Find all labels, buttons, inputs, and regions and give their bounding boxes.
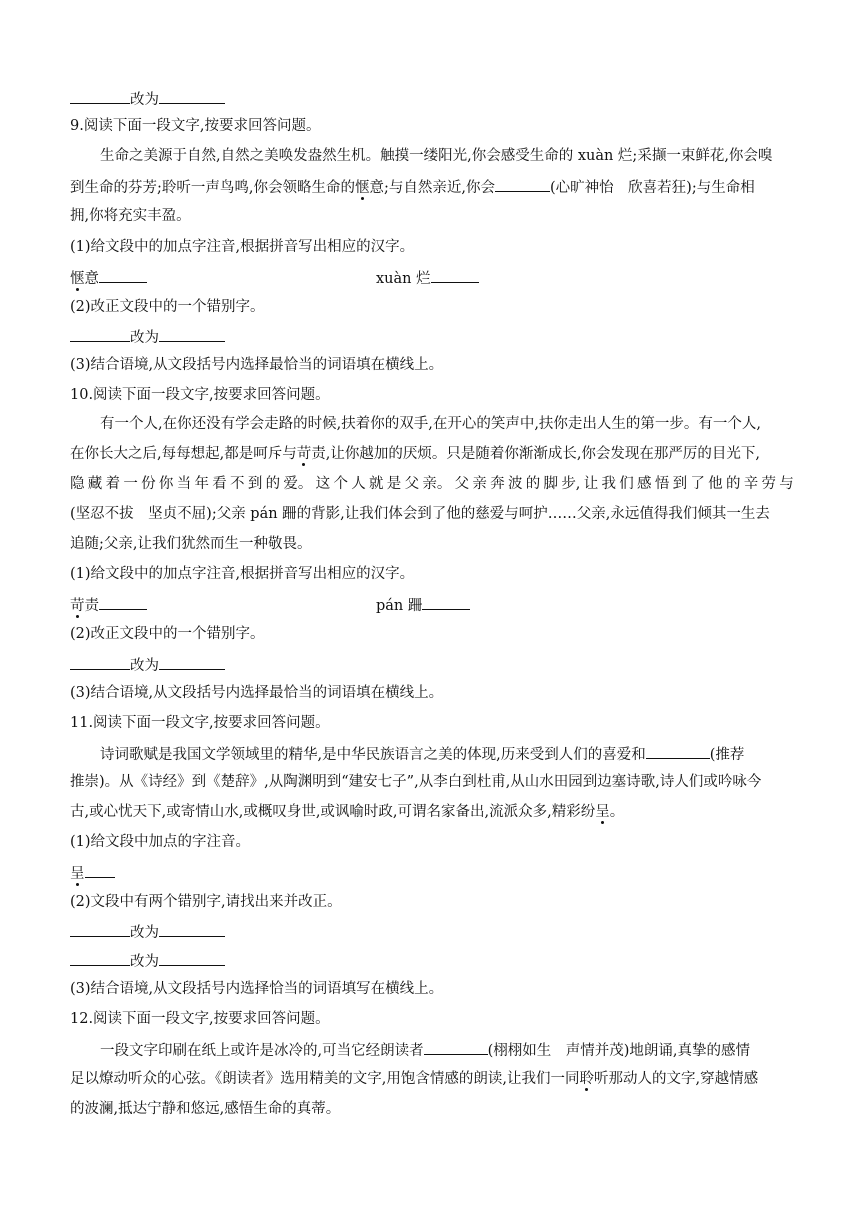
q11-fill-blank[interactable] (646, 743, 710, 759)
q10-line-3-char: 的 (265, 476, 281, 492)
dotted-char: 惬 (355, 180, 370, 196)
q9-sub1-prompt: (1)给文段中的加点字注音,根据拼音写出相应的汉字。 (70, 239, 415, 255)
q10-line-3-char: 们 (619, 476, 634, 492)
q11-sub1-prompt: (1)给文段中加点的字注音。 (70, 834, 251, 850)
q10-line-3-char: 他 (708, 476, 723, 492)
q10-line-3-char: 亲。 (422, 476, 452, 492)
q10-line-3-char: 辛 (743, 476, 759, 492)
answer-blank[interactable] (431, 267, 479, 283)
q9-passage-line-2: 到生命的芬芳;聆听一声鸟鸣,你会领略生命的惬意;与自然亲近,你会 (心旷神怡 欣喜若狂);与生命相 (70, 176, 794, 196)
q10-line-3-char: 了 (690, 476, 705, 492)
q10-line-3-char: 感 (637, 476, 652, 492)
q10-sub1-answers: 苛责 pán 跚 (70, 594, 794, 614)
answer-blank[interactable] (70, 950, 130, 966)
q10-line-3-char: 爱。 (283, 476, 313, 492)
dotted-char: 惬 (70, 271, 85, 287)
q10-line-3-char: 我 (601, 476, 616, 492)
q12-passage-line-1: 一段文字印刷在纸上或许是冰冷的,可当它经朗读者 (栩栩如生 声情并茂)地朗诵,真挚的感情 (100, 1039, 794, 1059)
q11-sub2-answer-1: 改为 (70, 921, 794, 941)
q10-line-3-char: 着 (105, 476, 121, 492)
q10-line-3-char: 不 (230, 476, 245, 492)
answer-blank[interactable] (70, 921, 130, 937)
q10-line-3-char: 父 (404, 476, 420, 492)
q10-passage-line-5: 追随;父亲,让我们犹然而生一种敬畏。 (70, 536, 312, 552)
q10-line-3-char: 父 (454, 476, 470, 492)
q11-sub2-prompt: (2)文段中有两个错别字,请找出来并改正。 (70, 894, 342, 910)
q10-line-3-char: 亲 (472, 476, 487, 492)
q9-title: 9.阅读下面一段文字,按要求回答问题。 (70, 118, 321, 134)
q11-sub1-answer (70, 862, 794, 882)
dotted-char: 苛 (296, 446, 312, 462)
answer-blank[interactable] (70, 88, 130, 104)
q10-line-3-char: 你 (158, 476, 174, 492)
q10-line-3-char: 份 (141, 476, 156, 492)
q11-passage-line-1: 诗词歌赋是我国文学领域里的精华,是中华民族语言之美的体现,历来受到人们的喜爱和 (推荐 (100, 743, 794, 763)
answer-blank[interactable] (159, 921, 225, 937)
q12-fill-blank[interactable] (424, 1039, 488, 1055)
answer-blank[interactable] (159, 654, 225, 670)
q10-line-3-char: 藏 (87, 476, 103, 492)
q9-sub2-prompt: (2)改正文段中的一个错别字。 (70, 299, 265, 315)
q10-line-3-char: 的 (725, 476, 741, 492)
answer-blank[interactable] (85, 862, 115, 878)
answer-blank[interactable] (159, 950, 225, 966)
top-correction-line: 改为 (70, 88, 794, 108)
q10-line-3-char: 这 (315, 476, 331, 492)
q10-line-3-char: 就 (369, 476, 384, 492)
q10-line-3-char: 个 (333, 476, 348, 492)
q10-sub2-answer: 改为 (70, 654, 794, 674)
answer-blank[interactable] (70, 326, 130, 342)
q11-sub2-answer-2: 改为 (70, 950, 794, 970)
q11-sub3-prompt: (3)结合语境,从文段括号内选择恰当的词语填写在横线上。 (70, 981, 444, 997)
dotted-char: 呈 (595, 804, 610, 820)
dotted-char: 苛 (70, 598, 85, 614)
q10-line-3-char: 隐 (70, 476, 85, 492)
q10-line-3-char: 让 (583, 476, 599, 492)
q10-line-3-char: 波 (507, 476, 523, 492)
q10-passage-line-2: 在你长大之后,每每想起,都是呵斥与苛责,让你越加的厌烦。只是随着你渐渐成长,你会发现在那严厉的目光下, (70, 446, 761, 462)
q12-title: 12.阅读下面一段文字,按要求回答问题。 (70, 1011, 330, 1027)
q10-line-3-char: 人 (351, 476, 366, 492)
q10-sub2-prompt: (2)改正文段中的一个错别字。 (70, 626, 265, 642)
q10-line-3-char: 一 (123, 476, 138, 492)
answer-blank[interactable] (422, 594, 470, 610)
answer-blank[interactable] (70, 654, 130, 670)
answer-blank[interactable] (99, 594, 147, 610)
q11-passage-line-3: 古,或心忧天下,或寄情山水,或概叹身世,或讽喻时政,可谓名家备出,流派众多,精彩纷呈。 (70, 804, 625, 820)
answer-blank[interactable] (99, 267, 147, 283)
q10-passage-line-1: 有一个人,在你还没有学会走路的时候,扶着你的双手,在开心的笑声中,扶你走出人生的第一步。有一个人, (100, 416, 762, 432)
q10-line-3-char: 到 (247, 476, 263, 492)
q10-passage-line-4: (坚忍不拔 坚贞不屈);父亲 pán 跚的背影,让我们体会到了他的慈爱与呵护……父亲,永远值得我们倾其一生去 (70, 506, 770, 522)
q11-passage-line-2: 推崇)。从《诗经》到《楚辞》,从陶渊明到“建安七子”,从李白到杜甫,从山水田园到边塞诗歌,诗人们或吟咏今 (70, 774, 762, 790)
q10-line-3-char: 与 (779, 476, 794, 492)
q10-line-3-char: 年 (194, 476, 209, 492)
q10-title: 10.阅读下面一段文字,按要求回答问题。 (70, 387, 330, 403)
q9-sub2-answer: 改为 (70, 326, 794, 346)
q9-sub1-answers: 惬意 xuàn 烂 (70, 267, 794, 287)
q10-line-3-char: 奔 (490, 476, 505, 492)
q11-title: 11.阅读下面一段文字,按要求回答问题。 (70, 715, 330, 731)
q12-passage-line-2: 足以燎动听众的心弦。《朗读者》选用精美的文字,用饱含情感的朗读,让我们一同聆听那动人的文字,穿越情感 (70, 1071, 759, 1087)
answer-blank[interactable] (159, 88, 225, 104)
q10-line-3-char: 是 (386, 476, 402, 492)
dotted-char: 呈 (70, 866, 85, 882)
q10-passage-line-3 (70, 474, 794, 494)
q10-line-3-char: 脚 (543, 476, 559, 492)
q10-line-3-char: 劳 (761, 476, 777, 492)
answer-blank[interactable] (159, 326, 225, 342)
q9-sub3-prompt: (3)结合语境,从文段括号内选择最恰当的词语填在横线上。 (70, 357, 444, 373)
q10-line-3-char: 步, (561, 476, 581, 492)
q10-line-3-char: 的 (525, 476, 541, 492)
q12-passage-line-3: 的波澜,抵达宁静和悠远,感悟生命的真蒂。 (70, 1101, 341, 1117)
q10-line-3-char: 当 (176, 476, 192, 492)
q10-line-3-char: 悟 (654, 476, 670, 492)
q10-sub1-prompt: (1)给文段中的加点字注音,根据拼音写出相应的汉字。 (70, 566, 415, 582)
q9-passage-line-3: 拥,你将充实丰盈。 (70, 208, 191, 224)
q10-sub3-prompt: (3)结合语境,从文段括号内选择最恰当的词语填在横线上。 (70, 685, 444, 701)
q9-passage-line-1: 生命之美源于自然,自然之美唤发盎然生机。触摸一缕阳光,你会感受生命的 xuàn 烂;采撷一束鲜花,你会嗅 (100, 148, 773, 164)
q10-line-3-char: 到 (672, 476, 688, 492)
q10-line-3-char: 看 (212, 476, 227, 492)
dotted-char: 聆 (579, 1071, 594, 1087)
q9-fill-blank[interactable] (495, 176, 550, 192)
